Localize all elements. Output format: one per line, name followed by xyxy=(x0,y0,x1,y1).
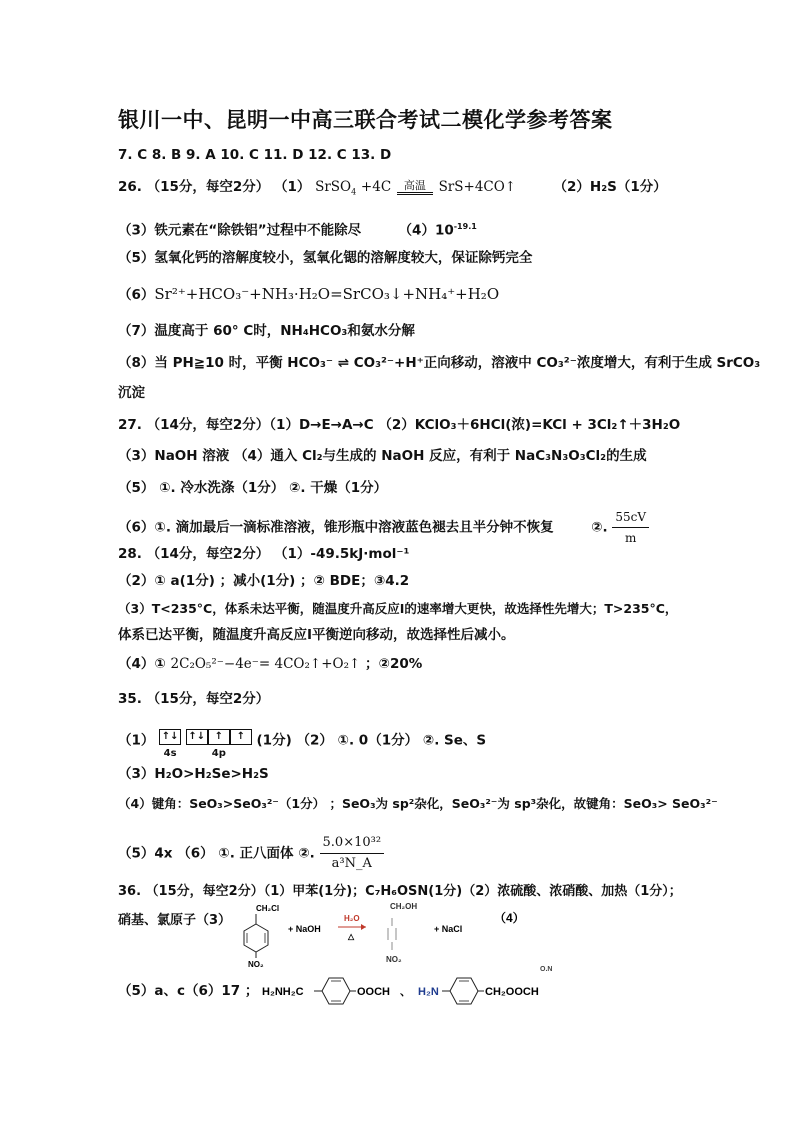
product-bottom: NO₂ xyxy=(386,955,402,964)
q27-part-6-2-label: ②. xyxy=(591,519,608,536)
q26-line-1: 26. （15分，每空2分） （1） SrSO$_4$ +4C 高温 SrS+4CO↑ （2）H₂S（1分） xyxy=(118,178,667,197)
orbital-box-4p-2: ↑ xyxy=(208,729,230,745)
q26-cond-text: 高温 xyxy=(403,178,426,192)
q35-line-5 xyxy=(118,834,384,873)
q35-frac-den: a³N_A xyxy=(331,856,372,871)
q35-frac-num: 5.0×10³² xyxy=(320,834,385,854)
orbital-box-4s: ↑↓ xyxy=(159,729,181,745)
isomer1-right: OOCH xyxy=(357,986,390,998)
q36-line-3: （5）a、c（6）17 ； xyxy=(118,983,259,999)
q26-part-8: （8）当 PH≧10 时，平衡 HCO₃⁻ ⇌ CO₃²⁻+H⁺正向移动，溶液中 CO₃²⁻浓度增大，有利于生成 SrCO₃ xyxy=(118,355,761,371)
product-top: CH₂OH xyxy=(390,902,418,911)
q26-part-5: （5）氢氧化钙的溶解度较小，氢氧化锶的溶解度较大，保证除钙完全 xyxy=(118,250,533,266)
q27-part-6-1: （6）①. 滴加最后一滴标准溶液，锥形瓶中溶液蓝色褪去且半分钟不恢复 xyxy=(118,519,554,536)
isomer1-left: H₂NH₂C xyxy=(262,986,304,998)
isomer1-benzene-ring xyxy=(322,978,350,1004)
q35-part-1-label: （1） xyxy=(118,732,155,749)
product-structure xyxy=(388,918,396,950)
cond-bottom: △ xyxy=(348,932,355,941)
q28-line-3: （3）T<235°C，体系未达平衡，随温度升高反应Ⅰ的速率增大更快，故选择性先增大；T>235°C， xyxy=(118,601,678,616)
q36-line-1: 36. （15分，每空2分）（1）甲苯(1分)；C₇H₆OSN(1分)（2）浓硫酸、浓硝酸、加热（1分）； xyxy=(118,884,682,899)
q35-part-1-tail: (1分) （2） ①. 0（1分） ②. Se、S xyxy=(256,732,487,749)
q26-eq-left: SrSO xyxy=(315,179,352,195)
q26-part-4-exp: -19.1 xyxy=(453,222,477,231)
q26-part-6-equation: Sr²⁺+HCO₃⁻+NH₃·H₂O=SrCO₃↓+NH₄⁺+H₂O xyxy=(154,285,500,303)
q27-frac-den: m xyxy=(624,531,637,545)
page-title: 银川一中、昆明一中高三联合考试二模化学参考答案 xyxy=(118,108,613,132)
q26-part-2: （2）H₂S（1分） xyxy=(553,179,667,195)
orbital-4s-label: 4s xyxy=(163,748,177,759)
reagent-naoh: + NaOH xyxy=(288,924,321,934)
q35-part-5-6: （5）4x （6） ①. 正八面体 ②. xyxy=(118,845,315,862)
q26-eq-mid: +4C xyxy=(360,179,392,195)
q26-part-6-label: （6） xyxy=(118,287,155,303)
q36-part-4-label: （4） xyxy=(494,911,525,925)
q36-line-2-text: 硝基、氯原子（3） xyxy=(118,913,232,928)
isomer2-right: CH₂OOCH xyxy=(485,986,539,998)
isomer2-benzene-ring xyxy=(450,978,478,1004)
mcq-answers: 7. C 8. B 9. A 10. C 11. D 12. C 13. D xyxy=(118,147,392,163)
q27-line-1: 27. （14分，每空2分）（1）D→E→A→C （2）KClO₃＋6HCl(浓)=KCl + 3Cl₂↑＋3H₂O xyxy=(118,417,681,433)
q26-line-6 xyxy=(118,285,499,304)
q28-part-4-tail: ；②20% xyxy=(365,656,423,672)
q27-line-3: （5） ①. 冷水洗涤（1分） ②. 干燥（1分） xyxy=(118,480,388,496)
q35-fraction xyxy=(320,834,385,873)
q27-frac-num: 55cV xyxy=(612,508,649,528)
orbital-4s xyxy=(159,722,181,759)
q26-part-7: （7）温度高于 60° C时，NH₄HCO₃和氨水分解 xyxy=(118,323,415,339)
q26-part-4: （4）10 xyxy=(398,222,454,239)
isomer2-note: O.N xyxy=(540,966,553,973)
isomer-separator: 、 xyxy=(400,986,411,998)
q26-reaction-condition xyxy=(397,180,433,195)
orbital-box-4p-1: ↑↓ xyxy=(186,729,208,745)
isomer2-left: H₂N xyxy=(418,986,439,998)
q28-line-3b: 体系已达平衡，随温度升高反应Ⅰ平衡逆向移动，故选择性后减小。 xyxy=(118,627,515,643)
q28-line-1: 28. （14分，每空2分） （1）-49.5kJ·mol⁻¹ xyxy=(118,546,410,562)
cond-top: H₂O xyxy=(344,914,360,923)
q28-part-4-label: （4）① xyxy=(118,656,166,672)
reagent-nacl: + NaCl xyxy=(434,924,463,934)
q36-reaction-scheme xyxy=(236,896,526,970)
reactant-benzene-ring xyxy=(244,914,268,958)
q26-head: 26. （15分，每空2分） （1） xyxy=(118,179,311,195)
q28-line-4 xyxy=(118,655,422,673)
reactant-top: CH₂Cl xyxy=(256,904,280,913)
reactant-bottom: NO₂ xyxy=(248,960,264,969)
q35-head: 35. （15分，每空2分） xyxy=(118,691,270,707)
q27-line-4 xyxy=(118,508,649,547)
q26-eq-right: SrS+4CO↑ xyxy=(438,179,517,195)
orbital-4p-label: 4p xyxy=(211,748,226,759)
q26-line-3 xyxy=(118,218,477,240)
q35-line-4: （4）键角：SeO₃>SeO₃²⁻（1分） ；SeO₃为 sp²杂化，SeO₃²⁻为 sp³杂化，故键角：SeO₃> SeO₃²⁻ xyxy=(118,796,718,811)
q27-line-2: （3）NaOH 溶液 （4）通入 Cl₂与生成的 NaOH 反应，有利于 NaC₃N₃O₃Cl₂的生成 xyxy=(118,448,647,464)
q28-line-2: （2）① a(1分) ；减小(1分) ；② BDE；③4.2 xyxy=(118,573,410,589)
q35-line-3: （3）H₂O>H₂Se>H₂S xyxy=(118,766,269,782)
q27-fraction xyxy=(612,508,649,547)
q26-part-3: （3）铁元素在“除铁铝”过程中不能除尽 xyxy=(118,222,362,239)
q35-line-1 xyxy=(118,722,486,759)
q26-part-8-cont: 沉淀 xyxy=(118,385,145,401)
orbital-4p xyxy=(186,722,252,759)
orbital-box-4p-3: ↑ xyxy=(230,729,252,745)
q36-isomer-structures xyxy=(258,962,578,1012)
q28-part-4-equation: 2C₂O₅²⁻−4e⁻= 4CO₂↑+O₂↑ xyxy=(170,656,361,672)
